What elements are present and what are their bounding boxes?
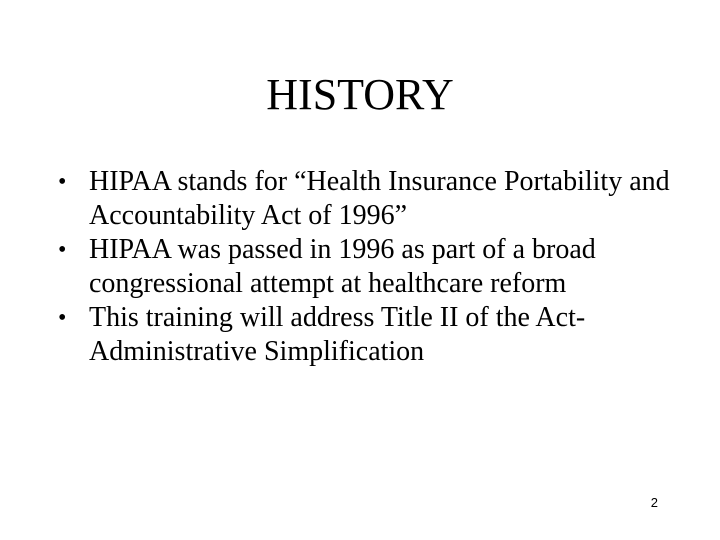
slide-title: HISTORY — [266, 70, 454, 119]
page-number: 2 — [650, 495, 658, 510]
bullet-text: HIPAA was passed in 1996 as part of a broad congressional attempt at healthcare reform — [89, 234, 596, 299]
bullet-list — [58, 165, 678, 369]
bullet-item — [58, 233, 678, 301]
bullet-item — [58, 165, 678, 233]
bullet-icon: • — [58, 169, 67, 195]
bullet-item — [58, 301, 678, 369]
bullet-icon: • — [58, 305, 67, 331]
bullet-icon: • — [58, 237, 67, 263]
bullet-text: HIPAA stands for “Health Insurance Portability and Accountability Act of 1996” — [89, 166, 670, 231]
bullet-text: This training will address Title II of the Act-Administrative Simplification — [89, 302, 586, 367]
